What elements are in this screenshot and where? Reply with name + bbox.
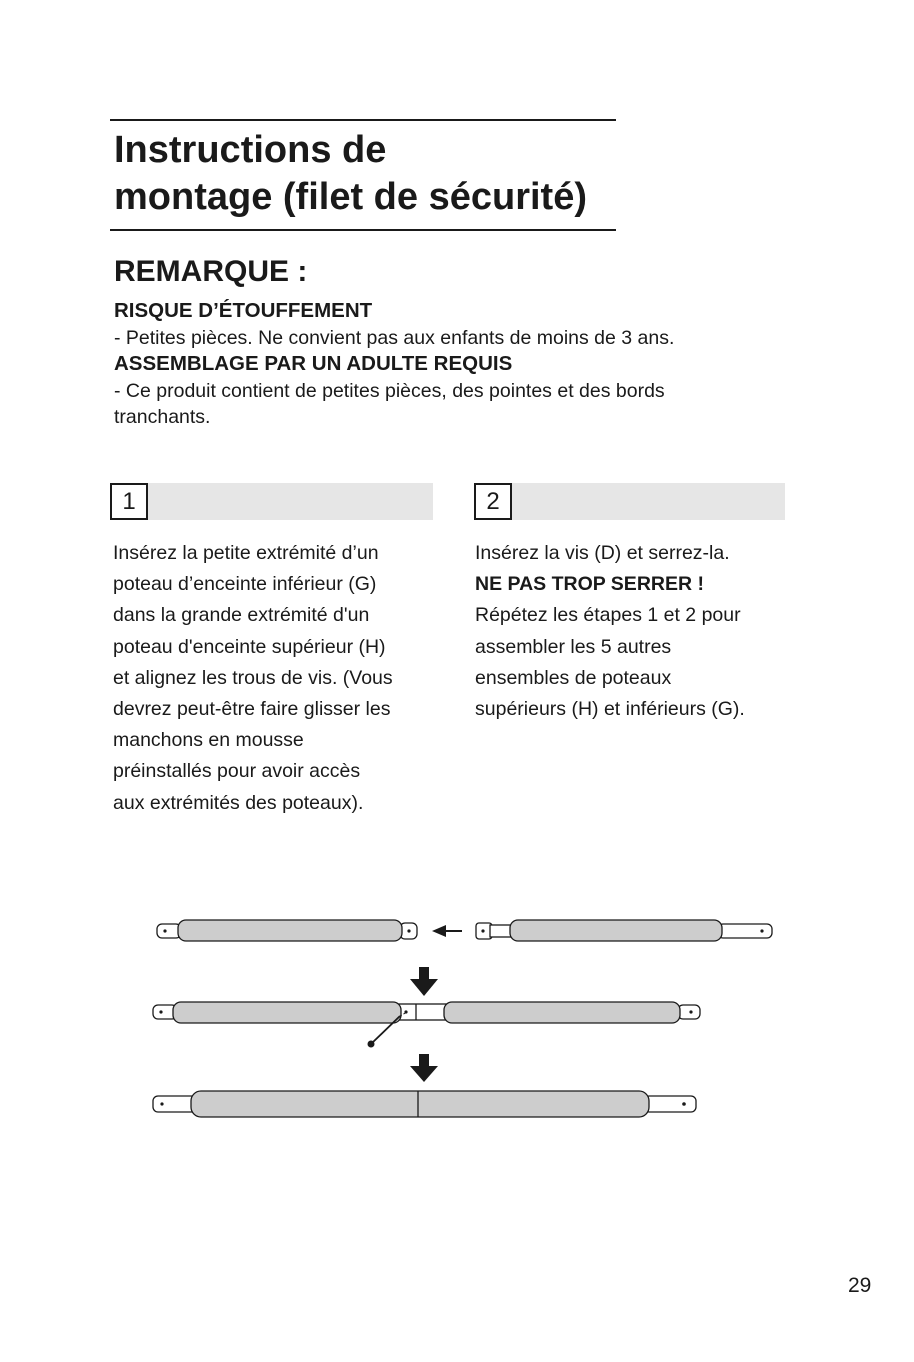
insert-arrow-icon xyxy=(432,925,462,937)
choking-hazard-heading: RISQUE D’ÉTOUFFEMENT xyxy=(114,299,373,322)
down-arrow-icon xyxy=(410,1054,438,1082)
step-2-number: 2 xyxy=(474,483,512,520)
step-1-line: poteau d'enceinte supérieur (H) xyxy=(113,635,386,658)
joined-poles-with-screw-illustration xyxy=(153,1002,700,1048)
step-2-line: assembler les 5 autres xyxy=(475,635,672,658)
title-bottom-rule xyxy=(110,229,616,231)
step-2-line: Insérez la vis (D) et serrez-la. xyxy=(475,542,730,564)
page-title xyxy=(114,127,587,221)
title-top-rule xyxy=(110,119,616,121)
adult-assembly-text-1: - Ce produit contient de petites pièces, des pointes et des bords xyxy=(114,379,665,402)
page-title-line-2: montage (filet de sécurité) xyxy=(114,176,587,218)
step-1-number: 1 xyxy=(110,483,148,520)
page-number: 29 xyxy=(848,1274,872,1297)
step-1-line: dans la grande extrémité d'un xyxy=(113,604,370,627)
step-1-line: devrez peut-être faire glisser les xyxy=(113,698,391,721)
adult-assembly-heading: ASSEMBLAGE PAR UN ADULTE REQUIS xyxy=(114,352,513,375)
step-2-warning: NE PAS TROP SERRER ! xyxy=(475,573,704,596)
step-1-text xyxy=(113,538,393,819)
lower-pole-g-illustration xyxy=(157,920,417,941)
step-1-header xyxy=(110,483,433,520)
step-2-line: Répétez les étapes 1 et 2 pour xyxy=(475,604,741,627)
safety-note xyxy=(114,298,774,431)
assembly-diagram xyxy=(0,900,914,1140)
page-title-line-1: Instructions de xyxy=(114,129,387,171)
step-2-line: ensembles de poteaux xyxy=(475,666,672,689)
upper-pole-h-illustration xyxy=(476,920,772,941)
remark-heading: REMARQUE : xyxy=(114,255,308,288)
adult-assembly-text-2: tranchants. xyxy=(114,406,211,428)
assembled-pole-illustration xyxy=(153,1091,696,1117)
step-1-line: aux extrémités des poteaux). xyxy=(113,791,364,814)
choking-hazard-text: - Petites pièces. Ne convient pas aux enfants de moins de 3 ans. xyxy=(114,326,675,349)
down-arrow-icon xyxy=(410,967,438,996)
step-1-line: et alignez les trous de vis. (Vous xyxy=(113,666,393,689)
step-2-line: supérieurs (H) et inférieurs (G). xyxy=(475,698,745,721)
step-1-line: Insérez la petite extrémité d’un xyxy=(113,542,379,564)
step-1-line: préinstallés pour avoir accès xyxy=(113,760,361,783)
step-1-line: manchons en mousse xyxy=(113,729,304,752)
step-2-text xyxy=(475,538,745,725)
step-2-header xyxy=(474,483,785,520)
step-1-line: poteau d’enceinte inférieur (G) xyxy=(113,573,377,596)
